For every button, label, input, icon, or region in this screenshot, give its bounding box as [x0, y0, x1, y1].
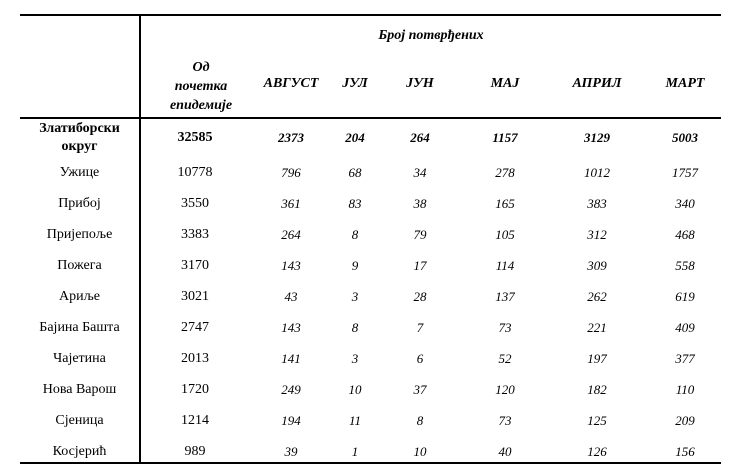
may-cases: 40 — [498, 443, 512, 459]
municipality-name: Прибој — [58, 195, 101, 211]
month-header-july: ЈУЛ — [342, 76, 368, 91]
august-cases: 39 — [284, 443, 298, 459]
march-cases: 209 — [675, 412, 695, 428]
total-cases: 989 — [184, 443, 206, 459]
june-cases: 7 — [416, 319, 424, 335]
may-cases: 73 — [498, 412, 512, 428]
july-cases: 3 — [351, 288, 359, 304]
municipality-name: Пожега — [57, 257, 102, 273]
may-cases: 105 — [495, 226, 515, 242]
municipality-name: Ужице — [59, 164, 100, 180]
municipality-name: Сјеница — [55, 412, 104, 428]
july-cases: 1 — [351, 443, 359, 459]
total-cases: 1214 — [181, 412, 209, 428]
table-row — [20, 119, 721, 157]
table-top-border — [20, 14, 721, 16]
march-cases: 619 — [675, 288, 695, 304]
municipality-name: Ариље — [59, 288, 100, 304]
march-cases: 5003 — [672, 130, 698, 145]
april-cases: 1012 — [584, 164, 610, 180]
municipality-name: Косјерић — [52, 443, 107, 459]
august-cases: 249 — [281, 381, 301, 397]
month-header-may: МАЈ — [490, 76, 520, 91]
table-row — [20, 250, 721, 281]
march-cases: 110 — [675, 381, 695, 397]
may-cases: 52 — [498, 350, 512, 366]
august-cases: 2373 — [278, 130, 304, 145]
august-cases: 143 — [281, 257, 301, 273]
august-cases: 361 — [281, 195, 301, 211]
table-row — [20, 343, 721, 374]
march-cases: 1757 — [672, 164, 698, 180]
total-cases: 3550 — [181, 195, 209, 211]
since-start-header — [156, 58, 246, 115]
july-cases: 3 — [351, 350, 359, 366]
june-cases: 34 — [413, 164, 427, 180]
month-header-april: АПРИЛ — [572, 76, 622, 91]
table-row — [20, 436, 721, 467]
table-row — [20, 188, 721, 219]
april-cases: 3129 — [584, 130, 610, 145]
may-cases: 73 — [498, 319, 512, 335]
august-cases: 796 — [281, 164, 301, 180]
municipality-name: Чајетина — [53, 350, 106, 366]
april-cases: 125 — [587, 412, 607, 428]
august-cases: 264 — [281, 226, 301, 242]
confirmed-cases-group-header: Број потврђених — [378, 28, 484, 43]
august-cases: 143 — [281, 319, 301, 335]
march-cases: 156 — [675, 443, 695, 459]
april-cases: 383 — [587, 195, 607, 211]
june-cases: 79 — [413, 226, 427, 242]
april-cases: 312 — [587, 226, 607, 242]
june-cases: 37 — [413, 381, 427, 397]
total-cases: 2747 — [181, 319, 209, 335]
total-cases: 10778 — [177, 164, 213, 180]
may-cases: 120 — [495, 381, 515, 397]
june-cases: 8 — [416, 412, 424, 428]
may-cases: 278 — [495, 164, 515, 180]
august-cases: 141 — [281, 350, 301, 366]
june-cases: 10 — [413, 443, 427, 459]
july-cases: 9 — [351, 257, 359, 273]
august-cases: 194 — [281, 412, 301, 428]
total-cases: 3170 — [181, 257, 209, 273]
month-header-august: АВГУСТ — [263, 76, 319, 91]
april-cases: 182 — [587, 381, 607, 397]
april-cases: 126 — [587, 443, 607, 459]
july-cases: 204 — [345, 130, 365, 145]
june-cases: 28 — [413, 288, 427, 304]
july-cases: 10 — [348, 381, 362, 397]
april-cases: 221 — [587, 319, 607, 335]
municipality-name: Нова Варош — [42, 381, 117, 397]
since-start-header-line: Од — [192, 60, 210, 75]
march-cases: 468 — [675, 226, 695, 242]
municipality-name: Пријепоље — [46, 226, 113, 242]
april-cases: 262 — [587, 288, 607, 304]
april-cases: 309 — [587, 257, 607, 273]
march-cases: 409 — [675, 319, 695, 335]
total-cases: 1720 — [181, 381, 209, 397]
may-cases: 165 — [495, 195, 515, 211]
may-cases: 137 — [495, 288, 515, 304]
total-cases: 2013 — [181, 350, 209, 366]
june-cases: 264 — [410, 130, 430, 145]
month-header-march: МАРТ — [665, 76, 705, 91]
table-row — [20, 219, 721, 250]
march-cases: 340 — [675, 195, 695, 211]
month-header-june: ЈУН — [406, 76, 434, 91]
may-cases: 114 — [495, 257, 515, 273]
table-body — [20, 119, 721, 467]
total-cases: 32585 — [177, 130, 213, 145]
since-start-header-line: епидемије — [169, 98, 233, 113]
table-row — [20, 312, 721, 343]
march-cases: 377 — [675, 350, 695, 366]
march-cases: 558 — [675, 257, 695, 273]
district-name: Златиборски округ — [39, 121, 120, 154]
july-cases: 83 — [348, 195, 362, 211]
april-cases: 197 — [587, 350, 607, 366]
july-cases: 8 — [351, 319, 359, 335]
table-row — [20, 281, 721, 312]
table-row — [20, 157, 721, 188]
june-cases: 6 — [416, 350, 424, 366]
july-cases: 11 — [348, 412, 362, 428]
table-row — [20, 405, 721, 436]
total-cases: 3021 — [181, 288, 209, 304]
june-cases: 38 — [413, 195, 427, 211]
since-start-header-line: почетка — [174, 79, 228, 94]
july-cases: 8 — [351, 226, 359, 242]
municipality-name: Бајина Башта — [39, 319, 120, 335]
june-cases: 17 — [413, 257, 427, 273]
august-cases: 43 — [284, 288, 298, 304]
table-row — [20, 374, 721, 405]
may-cases: 1157 — [492, 130, 518, 145]
covid-cases-table — [20, 14, 721, 464]
total-cases: 3383 — [181, 226, 209, 242]
july-cases: 68 — [348, 164, 362, 180]
